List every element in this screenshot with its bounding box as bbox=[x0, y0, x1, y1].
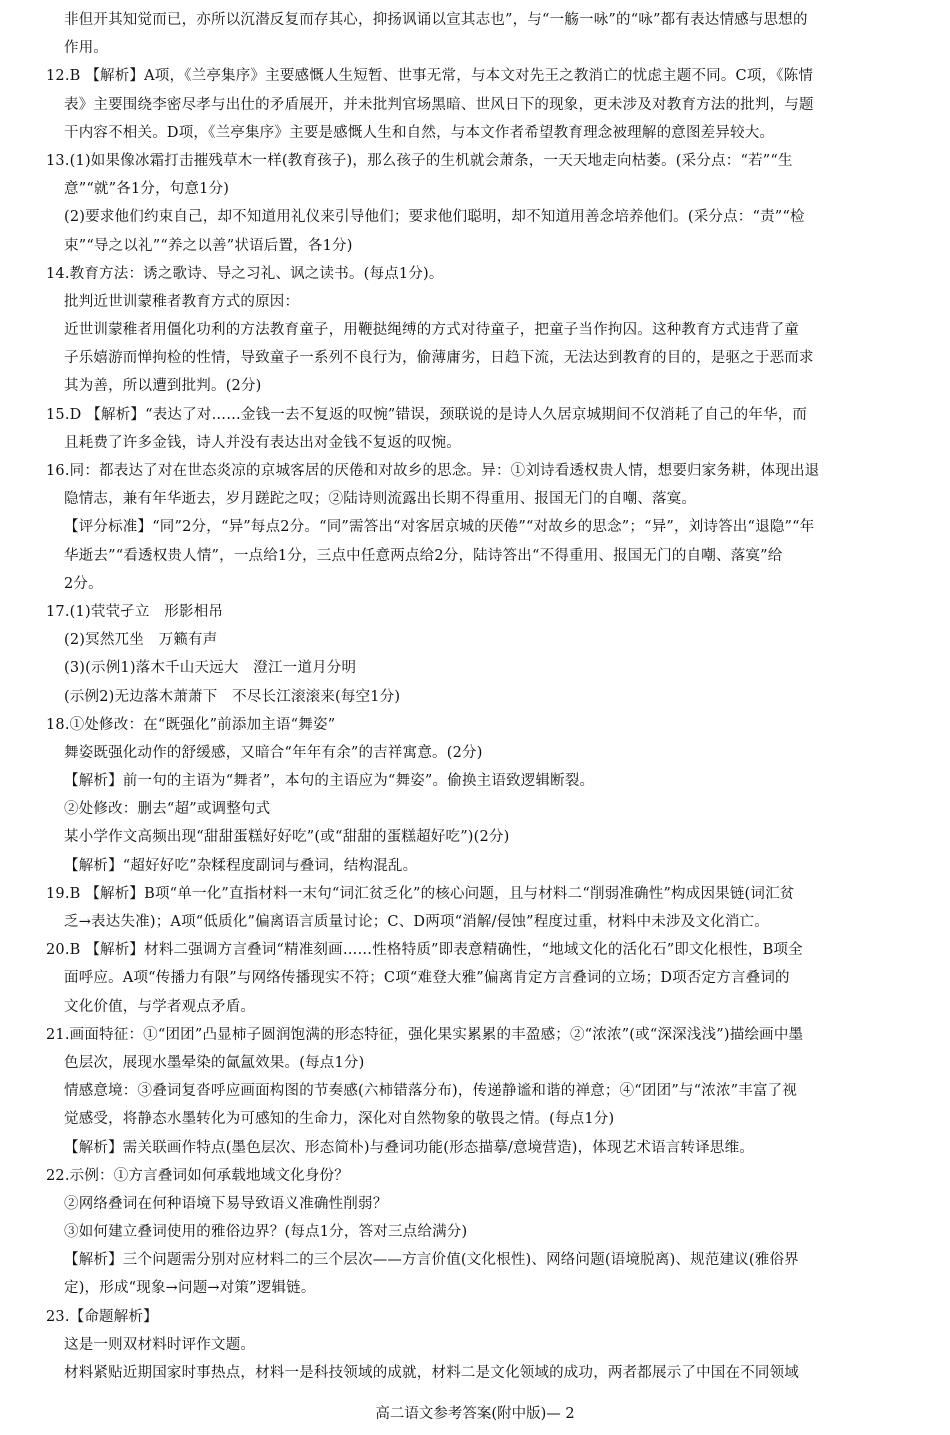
text-line: ③如何建立叠词使用的雅俗边界？(每点1分，答对三点给满分) bbox=[64, 1224, 468, 1241]
page-footer: 高二语文参考答案(附中版)— 2 bbox=[375, 1406, 575, 1422]
text-line: 这是一则双材料时评作文题。 bbox=[64, 1336, 256, 1353]
text-line: 20.B 【解析】材料二强调方言叠词“精准刻画……性格特质”即表意精确性，“地域文化的活化石”即文化根性，B项全 bbox=[46, 942, 803, 959]
text-line: 觉感受，将静态水墨转化为可感知的生命力，深化对自然物象的敬畏之情。(每点1分) bbox=[64, 1111, 615, 1128]
text-line: 子乐嬉游而惮拘检的性情，导致童子一系列不良行为，偷薄庸劣，日趋下流，无法达到教育的目的，是驱之于恶而求 bbox=[64, 350, 814, 367]
text-line: 某小学作文高频出现“甜甜蛋糕好好吃”(或“甜甜的蛋糕超好吃”)(2分) bbox=[64, 829, 510, 846]
text-line: 【解析】前一句的主语为“舞者”，本句的主语应为“舞姿”。偷换主语致逻辑断裂。 bbox=[64, 773, 595, 790]
text-line: 批判近世训蒙稚者教育方式的原因： bbox=[64, 293, 300, 310]
text-line: 22.示例：①方言叠词如何承载地域文化身份？ bbox=[46, 1167, 349, 1184]
text-line: 材料紧贴近期国家时事热点，材料一是科技领域的成就，材料二是文化领域的成功，两者都展示了中国在不同领域 bbox=[64, 1365, 799, 1381]
text-line: 21.画面特征：①“团团”凸显柿子圆润饱满的形态特征，强化果实累累的丰盈感；②“浓浓”(或“深深浅浅”)描绘画中墨 bbox=[46, 1026, 804, 1043]
text-line: 18.①处修改：在“既强化”前添加主语“舞姿” bbox=[46, 716, 336, 733]
text-line: 12.B 【解析】A项，《兰亭集序》主要感慨人生短暂、世事无常，与本文对先王之教消亡的忧虑主题不同。C项，《陈情 bbox=[46, 68, 814, 85]
text-line: 【解析】三个问题需分别对应材料二的三个层次——方言价值(文化根性)、网络问题(语境脱离)、规范建议(雅俗界 bbox=[64, 1252, 799, 1269]
text-line: 【解析】“超好好吃”杂糅程度副词与叠词，结构混乱。 bbox=[64, 857, 418, 874]
text-line: ②处修改：删去“超”或调整句式 bbox=[64, 801, 271, 818]
text-line: 【解析】需关联画作特点(墨色层次、形态简朴)与叠词功能(形态描摹/意境营造)，体现艺术语言转译思维。 bbox=[64, 1139, 755, 1156]
text-line: (2)要求他们约束自己，却不知道用礼仪来引导他们；要求他们聪明，却不知道用善念培养他们。(采分点：“责”“检 bbox=[64, 209, 805, 226]
answer-key-body bbox=[46, 6, 934, 1387]
text-line: 舞姿既强化动作的舒缓感，又暗合“年年有余”的吉祥寓意。(2分) bbox=[64, 744, 483, 761]
text-line: 23.【命题解析】 bbox=[46, 1308, 158, 1325]
text-line: 13.(1)如果像冰霜打击摧残草木一样(教育孩子)，那么孩子的生机就会萧条，一天天地走向枯萎。(采分点：“若”“生 bbox=[46, 152, 793, 169]
text-line: 表》主要围绕李密尽孝与出仕的矛盾展开，并未批判官场黑暗、世风日下的现象，更未涉及对教育方法的批判，与题 bbox=[64, 96, 814, 113]
text-line: 且耗费了许多金钱，诗人并没有表达出对金钱不复返的叹惋。 bbox=[64, 434, 461, 451]
text-line: 华逝去”“看透权贵人情”，一点给1分，三点中任意两点给2分，陆诗答出“不得重用、报国无门的自嘲、落寞”给 bbox=[64, 547, 783, 564]
text-line: 乏→表达失准)；A项“低质化”偏离语言质量讨论；C、D两项“消解/侵蚀”程度过重，材料中未涉及文化消亡。 bbox=[64, 914, 769, 930]
text-line: 情感意境：③叠词复沓呼应画面构图的节奏感(六柿错落分布)，传递静谧和谐的禅意；④“团团”与“浓浓”丰富了视 bbox=[64, 1083, 798, 1100]
text-line: 【评分标准】“同”2分，“异”每点2分。“同”需答出“对客居京城的厌倦”“对故乡的思念”；“异”，刘诗答出“退隐”“年 bbox=[64, 519, 815, 536]
text-line: ②网络叠词在何种语境下易导致语义准确性削弱？ bbox=[64, 1195, 388, 1212]
text-line: 隐情志，兼有年华逝去，岁月蹉跎之叹；②陆诗则流露出长期不得重用、报国无门的自嘲、落寞。 bbox=[64, 491, 697, 508]
text-line: 非但开其知觉而已，亦所以沉潜反复而存其心，抑扬讽诵以宣其志也”，与“一觞一咏”的“咏”都有表达情感与思想的 bbox=[64, 12, 808, 28]
text-line: (2)冥然兀坐 万籁有声 bbox=[64, 632, 218, 649]
text-line: 17.(1)茕茕孑立 形影相吊 bbox=[46, 603, 224, 620]
text-line: 干内容不相关。D项，《兰亭集序》主要是感慨人生和自然，与本文作者希望教育理念被理解的意图差异较大。 bbox=[64, 124, 775, 141]
text-line: 16.同：都表达了对在世态炎凉的京城客居的厌倦和对故乡的思念。异：①刘诗看透权贵人情，想要归家务耕，体现出退 bbox=[46, 463, 820, 479]
text-line: 定)，形成“现象→问题→对策”逻辑链。 bbox=[64, 1280, 316, 1297]
text-line: 意”“就”各1分，句意1分) bbox=[64, 181, 230, 198]
text-line: (示例2)无边落木萧萧下 不尽长江滚滚来(每空1分) bbox=[64, 688, 401, 705]
text-line: 14.教育方法：诱之歌诗、导之习礼、讽之读书。(每点1分)。 bbox=[46, 265, 444, 282]
text-line: 近世训蒙稚者用僵化功利的方法教育童子，用鞭挞绳缚的方式对待童子，把童子当作拘囚。这种教育方式违背了童 bbox=[64, 322, 799, 339]
text-line: 其为善，所以遭到批判。(2分) bbox=[64, 378, 262, 395]
text-line: 面呼应。A项“传播力有限”与网络传播现实不符；C项“难登大雅”偏离肯定方言叠词的立场；D项否定方言叠词的 bbox=[64, 970, 790, 987]
text-line: 束”“导之以礼”“养之以善”状语后置，各1分) bbox=[64, 237, 353, 254]
text-line: 作用。 bbox=[64, 40, 109, 57]
text-line: 2分。 bbox=[64, 575, 103, 592]
text-line: 色层次，展现水墨晕染的氤氲效果。(每点1分) bbox=[64, 1054, 365, 1071]
text-line: 19.B 【解析】B项“单一化”直指材料一末句“词汇贫乏化”的核心问题，且与材料二“削弱准确性”构成因果链(词汇贫 bbox=[46, 885, 795, 902]
text-line: 文化价值，与学者观点矛盾。 bbox=[64, 998, 256, 1015]
text-line: (3)(示例1)落木千山天远大 澄江一道月分明 bbox=[64, 660, 357, 677]
text-line: 15.D 【解析】“表达了对……金钱一去不复返的叹惋”错误，颈联说的是诗人久居京城期间不仅消耗了自己的年华，而 bbox=[46, 406, 808, 423]
